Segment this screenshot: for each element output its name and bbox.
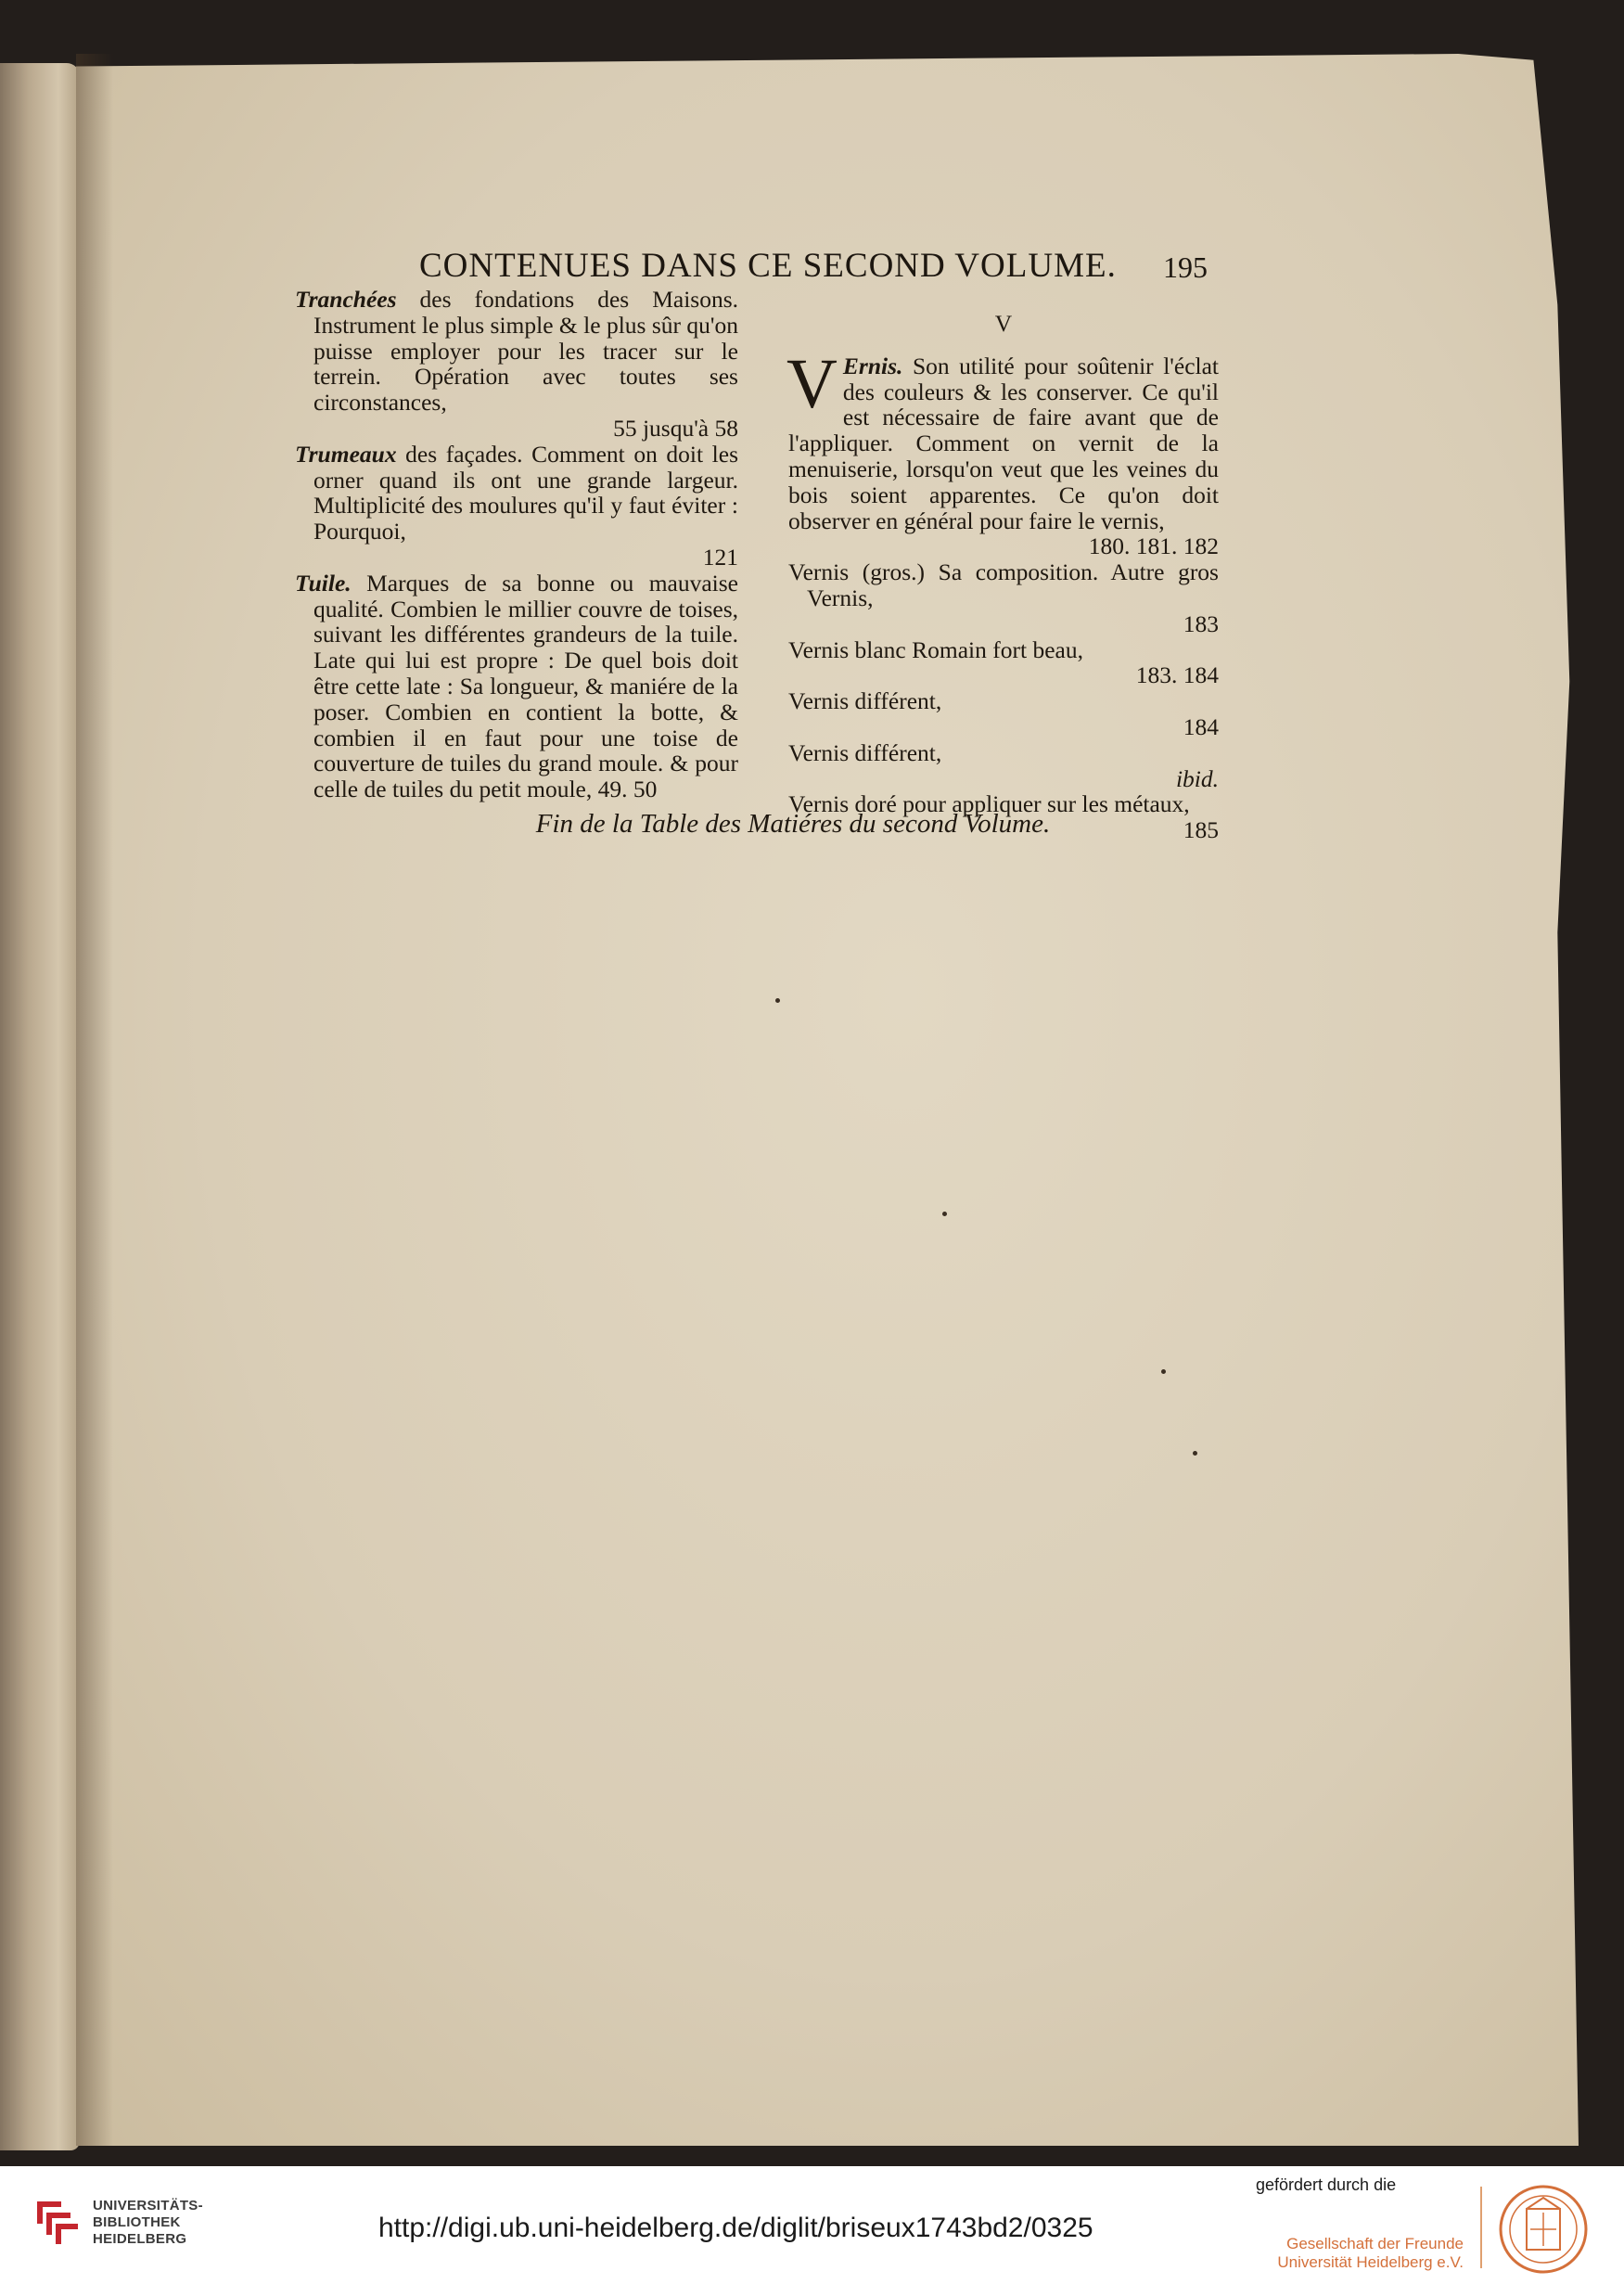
ink-speck <box>942 1212 947 1216</box>
index-column-left <box>295 287 738 802</box>
library-name <box>93 2198 203 2248</box>
index-entry <box>295 571 738 802</box>
running-head: CONTENUES DANS CE SECOND VOLUME. <box>419 247 1117 285</box>
entry-keyword: Trumeaux <box>295 440 397 468</box>
index-entry <box>788 559 1219 636</box>
ink-speck <box>1193 1451 1197 1456</box>
index-entry <box>295 287 738 442</box>
gutter-shadow <box>76 54 113 2146</box>
finis-line: Fin de la Table des Matiéres du second Volume. <box>535 809 1051 839</box>
entry-text: Vernis blanc Romain fort beau, <box>788 635 1083 663</box>
society-name <box>1254 2235 1464 2272</box>
footer-bar <box>0 2166 1624 2284</box>
funded-by-label: gefördert durch die <box>1256 2175 1397 2194</box>
entry-text: Vernis doré pour appliquer sur les métaux, <box>788 790 1190 818</box>
library-name-line: UNIVERSITÄTS- <box>93 2198 203 2213</box>
entry-keyword: Ernis. <box>842 352 903 379</box>
drop-cap: V <box>786 344 838 423</box>
entry-pages: ibid. <box>1175 764 1219 792</box>
index-column-right <box>788 287 1219 843</box>
entry-text: Vernis différent, <box>788 687 942 715</box>
index-entry <box>788 688 1219 740</box>
library-name-line: BIBLIOTHEK <box>93 2214 181 2230</box>
ink-speck <box>1161 1369 1166 1374</box>
entry-text: Vernis (gros.) Sa composition. Autre gros Vernis, <box>788 558 1219 611</box>
ub-logo-icon <box>33 2196 82 2248</box>
page-number: 195 <box>1163 250 1208 284</box>
entry-pages: 55 jusqu'à 58 <box>613 414 738 442</box>
ink-speck <box>775 998 780 1003</box>
entry-pages: 183 <box>1183 609 1219 637</box>
entry-pages: 183. 184 <box>1135 661 1219 689</box>
index-entry <box>788 740 1219 792</box>
library-name-line: HEIDELBERG <box>93 2231 187 2247</box>
entry-text: Vernis différent, <box>788 738 942 766</box>
entry-pages: 185 <box>1183 816 1219 844</box>
entry-pages: 180. 181. 182 <box>1088 533 1219 560</box>
index-entry <box>295 442 738 571</box>
entry-pages: 121 <box>702 543 738 571</box>
entry-text: Marques de sa bonne ou mauvaise qualité. Combien le millier couvre de toises, suivant les différentes grandeurs de la tuile. Late qui lui est propre : De quel bois doit être cette late : Sa longueur, & maniére de la poser. Combien en contient la botte, & combien il en faut pour une toise de couverture de tuiles du grand moule. & pour celle de tuiles du petit moule, 49. 50 <box>313 569 738 803</box>
society-name-line: Gesellschaft der Freunde <box>1286 2235 1464 2252</box>
entry-text: des fondations des Maisons. Instrument le plus simple & le plus sûr qu'on puisse employer pour les tracer sur le terrein. Opération avec toutes ses circonstances, <box>313 286 738 417</box>
left-page-edge <box>0 63 80 2150</box>
entry-text: Son utilité pour soûtenir l'éclat des couleurs & les conserver. Ce qu'il est nécessaire de faire avant que de l'appliquer. Comment on vernit de la menuiserie, lorsqu'on veut que les veines du bois soient apparentes. Ce qu'on doit observer en général pour faire le vernis, <box>788 352 1219 534</box>
index-entry <box>786 344 1219 560</box>
entry-text: des façades. Comment on doit les orner quand ils ont une grande largeur. Multiplicité des moulures qu'il y faut éviter : Pourquoi, <box>313 440 738 545</box>
entry-pages: 184 <box>1183 712 1219 740</box>
university-seal-icon <box>1499 2185 1588 2274</box>
entry-keyword: Tranchées <box>295 286 397 313</box>
letter-heading: V <box>994 310 1013 337</box>
index-entry <box>788 637 1219 689</box>
footer-divider <box>1480 2187 1482 2268</box>
permalink-url[interactable]: http://digi.ub.uni-heidelberg.de/diglit/briseux1743bd2/0325 <box>378 2213 1093 2243</box>
entry-keyword: Tuile. <box>295 569 352 597</box>
society-name-line: Universität Heidelberg e.V. <box>1277 2253 1464 2271</box>
